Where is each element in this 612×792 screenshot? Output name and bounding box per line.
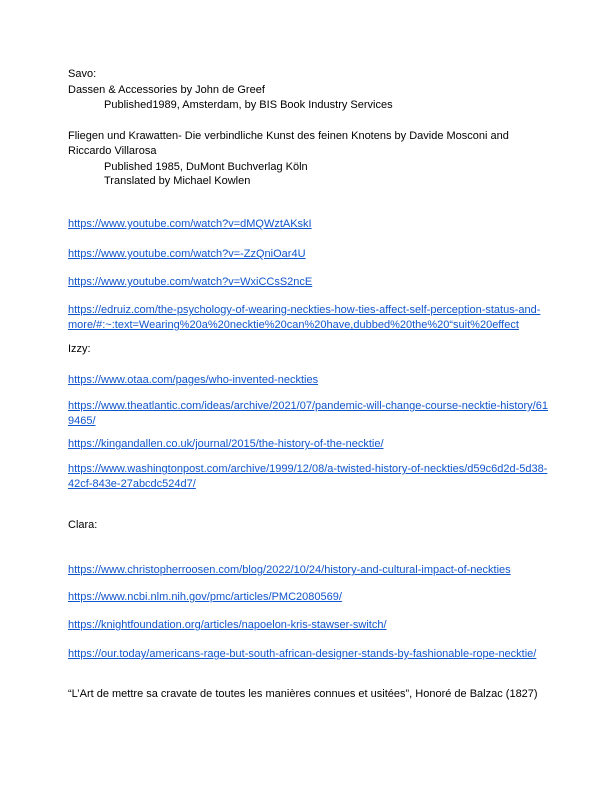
book-translated-fliegen: Translated by Michael Kowlen xyxy=(104,175,251,187)
link-row xyxy=(68,373,548,388)
link-row xyxy=(68,618,548,633)
link-row xyxy=(68,303,548,333)
link-row xyxy=(68,275,548,290)
link-theatlantic-pandemic[interactable]: https://www.theatlantic.com/ideas/archive/2021/07/pandemic-will-change-course-necktie-history/619465/ xyxy=(68,400,548,427)
link-kingandallen-history[interactable]: https://kingandallen.co.uk/journal/2015/the-history-of-the-necktie/ xyxy=(68,438,384,450)
link-row xyxy=(68,563,548,578)
book-title-dassen: Dassen & Accessories by John de Greef xyxy=(68,84,265,96)
link-row xyxy=(68,437,548,452)
link-edruiz-psychology[interactable]: https://edruiz.com/the-psychology-of-wearing-neckties-how-ties-affect-self-perception-status-and-more/#:~:text=Wearing%20a%20necktie%20can%20have,dubbed%20the%20“suit%20effect xyxy=(68,304,541,331)
link-otaa-who-invented[interactable]: https://www.otaa.com/pages/who-invented-neckties xyxy=(68,374,319,386)
section-label-clara: Clara: xyxy=(68,519,98,531)
link-row xyxy=(68,217,548,232)
link-youtube-2[interactable]: https://www.youtube.com/watch?v=-ZzQniOar4U xyxy=(68,248,306,260)
link-christopherroosen-cultural-impact[interactable]: https://www.christopherroosen.com/blog/2022/10/24/history-and-cultural-impact-of-neckties xyxy=(68,564,511,576)
link-row xyxy=(68,647,548,662)
book-published-dassen: Published1989, Amsterdam, by BIS Book Industry Services xyxy=(104,99,393,111)
link-ncbi-pmc-article[interactable]: https://www.ncbi.nlm.nih.gov/pmc/articles/PMC2080569/ xyxy=(68,591,342,603)
link-youtube-1[interactable]: https://www.youtube.com/watch?v=dMQWztAKskI xyxy=(68,218,312,230)
balzac-quote: “L’Art de mettre sa cravate de toutes les manières connues et usitées”, Honoré de Balzac (1827) xyxy=(68,688,538,700)
section-label-savo: Savo: xyxy=(68,68,97,80)
link-knightfoundation-napoelon[interactable]: https://knightfoundation.org/articles/napoelon-kris-stawser-switch/ xyxy=(68,619,387,631)
link-row xyxy=(68,590,548,605)
link-row xyxy=(68,247,548,262)
link-youtube-3[interactable]: https://www.youtube.com/watch?v=WxiCCsS2ncE xyxy=(68,276,313,288)
book-published-fliegen: Published 1985, DuMont Buchverlag Köln xyxy=(104,161,308,173)
link-ourtoday-rope-necktie[interactable]: https://our.today/americans-rage-but-south-african-designer-stands-by-fashionable-rope-necktie/ xyxy=(68,648,537,660)
link-row xyxy=(68,399,548,429)
link-row xyxy=(68,462,548,492)
link-washingtonpost-twisted-history[interactable]: https://www.washingtonpost.com/archive/1999/12/08/a-twisted-history-of-neckties/d59c6d2d-5d38-42cf-843e-27abcdc524d7/ xyxy=(68,463,548,490)
book-title-fliegen: Fliegen und Krawatten- Die verbindliche Kunst des feinen Knotens by Davide Mosconi and Riccardo Villarosa xyxy=(68,130,509,157)
section-label-izzy: Izzy: xyxy=(68,343,91,355)
